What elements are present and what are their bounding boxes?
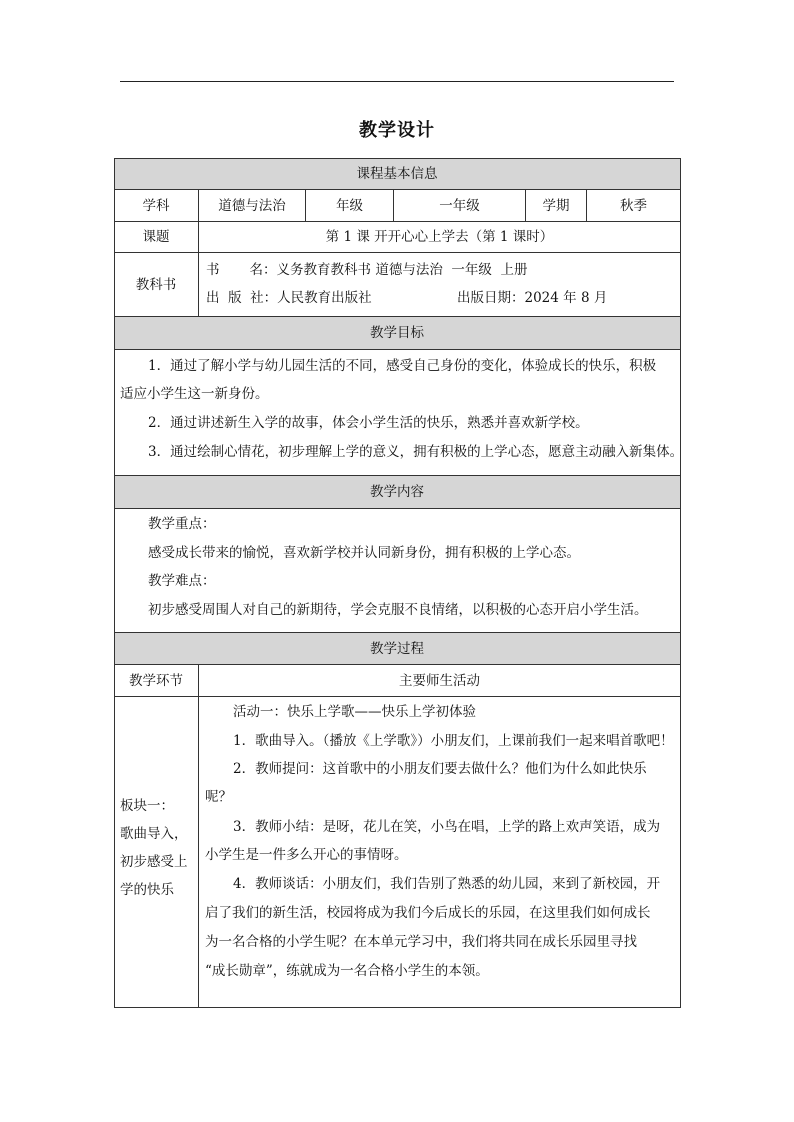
stage-1-cell <box>114 697 199 1008</box>
step-4-line-2: 启了我们的新生活，校园将成为我们今后成长的乐园，在这里我们如何成长 <box>205 905 651 921</box>
stage-1-line-1: 板块一： <box>120 798 174 814</box>
step-4-line-4: “成长勋章”，练就成为一名合格小学生的本领。 <box>205 963 489 979</box>
process-col-activity-header: 主要师生活动 <box>199 665 681 697</box>
stage-1-line-2: 歌曲导入， <box>120 826 188 842</box>
document-title: 教学设计 <box>359 120 435 141</box>
difficult-points-text: 初步感受周围人对自己的新期待，学会克服不良情绪，以积极的心态开启小学生活。 <box>148 602 648 618</box>
content-body <box>114 509 681 633</box>
objective-2: 2．通过讲述新生入学的故事，体会小学生活的快乐，熟悉并喜欢新学校。 <box>148 415 589 431</box>
topic-value: 第 1 课 开开心心上学去（第 1 课时） <box>199 222 681 253</box>
publish-date-value: 2024 年 8 月 <box>524 290 608 306</box>
activity-1-title: 活动一：快乐上学歌——快乐上学初体验 <box>233 704 476 720</box>
grade-value: 一年级 <box>394 190 526 222</box>
objective-1-line-1: 1．通过了解小学与幼儿园生活的不同，感受自己身份的变化，体验成长的快乐，积极 <box>148 358 657 374</box>
stage-1-line-4: 学的快乐 <box>120 882 174 898</box>
process-col-stage-header: 教学环节 <box>114 665 199 697</box>
objective-3: 3．通过绘制心情花，初步理解上学的意义，拥有积极的上学心态，愿意主动融入新集体。 <box>148 444 684 460</box>
step-1: 1．歌曲导入。（播放《上学歌》）小朋友们，上课前我们一起来唱首歌吧！ <box>233 733 674 749</box>
publish-date-label: 出版日期： <box>457 290 525 306</box>
step-3-line-2: 小学生是一件多么开心的事情呀。 <box>205 847 408 863</box>
step-3-line-1: 3．教师小结：是呀，花儿在笑，小鸟在唱，上学的路上欢声笑语，成为 <box>233 819 661 835</box>
publisher-value: 人民教育出版社 <box>277 290 372 306</box>
textbook-details <box>199 253 681 317</box>
difficult-points-label: 教学难点： <box>148 573 216 589</box>
objective-1-line-2: 适应小学生这一新身份。 <box>120 386 269 402</box>
key-points-text: 感受成长带来的愉悦，喜欢新学校并认同新身份，拥有积极的上学心态。 <box>148 545 580 561</box>
subject-label: 学科 <box>114 190 199 222</box>
objectives-body <box>114 350 684 476</box>
grade-label: 年级 <box>306 190 394 222</box>
objectives-header: 教学目标 <box>114 317 681 350</box>
publisher-label: 出 版 社： <box>206 290 278 306</box>
top-rule <box>120 81 674 82</box>
book-name-value: 义务教育教科书 道德与法治 一年级 上册 <box>276 262 528 278</box>
step-2-line-2: 呢？ <box>205 789 232 805</box>
term-label: 学期 <box>526 190 587 222</box>
lesson-plan-table <box>114 158 684 1008</box>
stage-1-line-3: 初步感受上 <box>120 854 188 870</box>
step-4-line-3: 为一名合格的小学生呢？在本单元学习中，我们将共同在成长乐园里寻找 <box>205 934 637 950</box>
process-header: 教学过程 <box>114 633 681 665</box>
key-points-label: 教学重点： <box>148 516 216 532</box>
step-4-line-1: 4．教师谈话：小朋友们，我们告别了熟悉的幼儿园，来到了新校园，开 <box>233 876 661 892</box>
basic-info-header: 课程基本信息 <box>114 158 681 190</box>
topic-label: 课题 <box>114 222 199 253</box>
step-2-line-1: 2．教师提问：这首歌中的小朋友们要去做什么？他们为什么如此快乐 <box>233 761 647 777</box>
subject-value: 道德与法治 <box>199 190 306 222</box>
term-value: 秋季 <box>587 190 681 222</box>
book-name-label: 书 名： <box>206 262 277 278</box>
stage-1-activities <box>199 697 681 1008</box>
content-header: 教学内容 <box>114 476 681 509</box>
textbook-label: 教科书 <box>114 253 199 317</box>
